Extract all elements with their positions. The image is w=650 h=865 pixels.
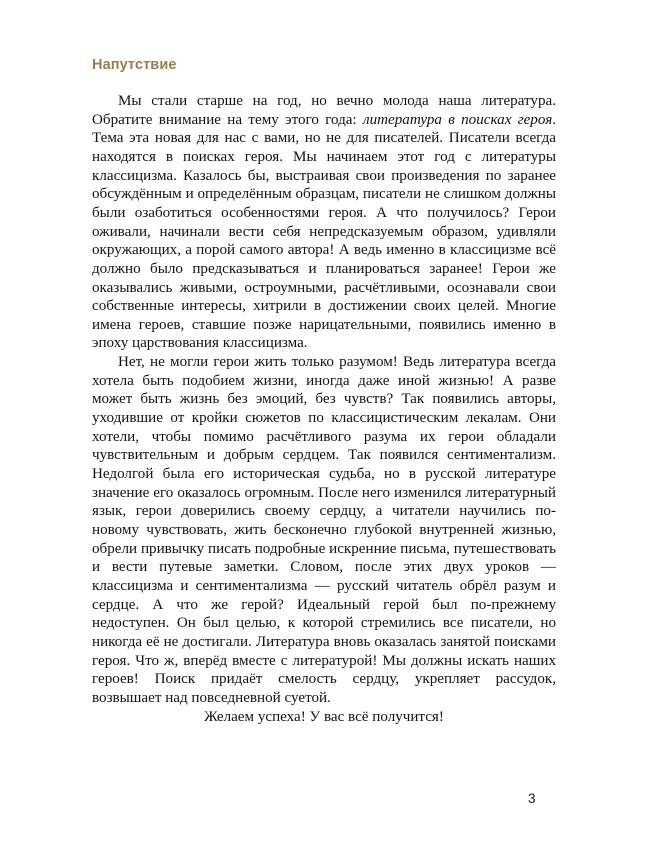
page-content — [92, 58, 556, 726]
page-title: Напутствие — [92, 57, 177, 73]
emphasised-text: литература в поисках героя — [363, 111, 553, 128]
text-run: . Тема эта новая для нас с вами, но не для писателей. Писатели всегда находятся в поисках героя. Мы начинаем этот год с литературы классицизма. Казалось бы, выстраивая свои произведения по заранее обсуждённым и определённым образцам, писатели не слишком должны были озаботиться особенностями героя. А что получилось? Герои оживали, начинали вести себя непредсказуемым образом, удивляли окружающих, а порой самого автора! А ведь именно в классицизме всё должно было предсказываться и планироваться заранее! Герои же оказывались живыми, остроумными, расчётливыми, осознавали свои собственные интересы, хитрили в достижении своих целей. Многие имена героев, ставшие позже нарицательными, появились именно в эпоху царствования классицизма. — [92, 111, 556, 352]
closing-wish: Желаем успеха! У вас всё получится! — [204, 708, 444, 725]
page-number: 3 — [528, 791, 536, 806]
body-paragraph-2 — [92, 353, 556, 707]
text-run: Мы стали старше на год, но вечно молода наша литература. Обратите внимание на тему этого года: — [92, 92, 556, 128]
text-run: Нет, не могли герои жить только разумом! Ведь литература всегда хотела быть подобием жизни, иногда даже иной жизнью! А разве может быть жизнь без эмоций, без чувств? Так появились авторы, уходившие от кройки сюжетов по классицистическим лекалам. Они хотели, чтобы помимо расчётливого разума их герои обладали чувствительным и добрым сердцем. Так появился сентиментализм. Недолгой была его историческая судьба, но в русской литературе значение его оказалось огромным. После него изменился литературный язык, герои доверились своему сердцу, а читатели научились по-новому чувствовать, жить бесконечно глубокой внутренней жизнью, обрели привычку писать подробные искренние письма, путешествовать и вести путевые заметки. Словом, после этих двух уроков — классицизма и сентиментализма — русский читатель обрёл разум и сердце. А что же герой? Идеальный герой был по-прежнему недоступен. Он был целью, к которой стремились все писатели, но никогда её не достигали. Литература вновь оказалась занятой поисками героя. Что ж, вперёд вместе с литературой! Мы должны искать наших героев! Поиск придаёт смелость сердцу, укрепляет рассудок, возвышает над повседневной суетой. — [92, 354, 556, 706]
body-paragraph-1 — [92, 92, 556, 353]
